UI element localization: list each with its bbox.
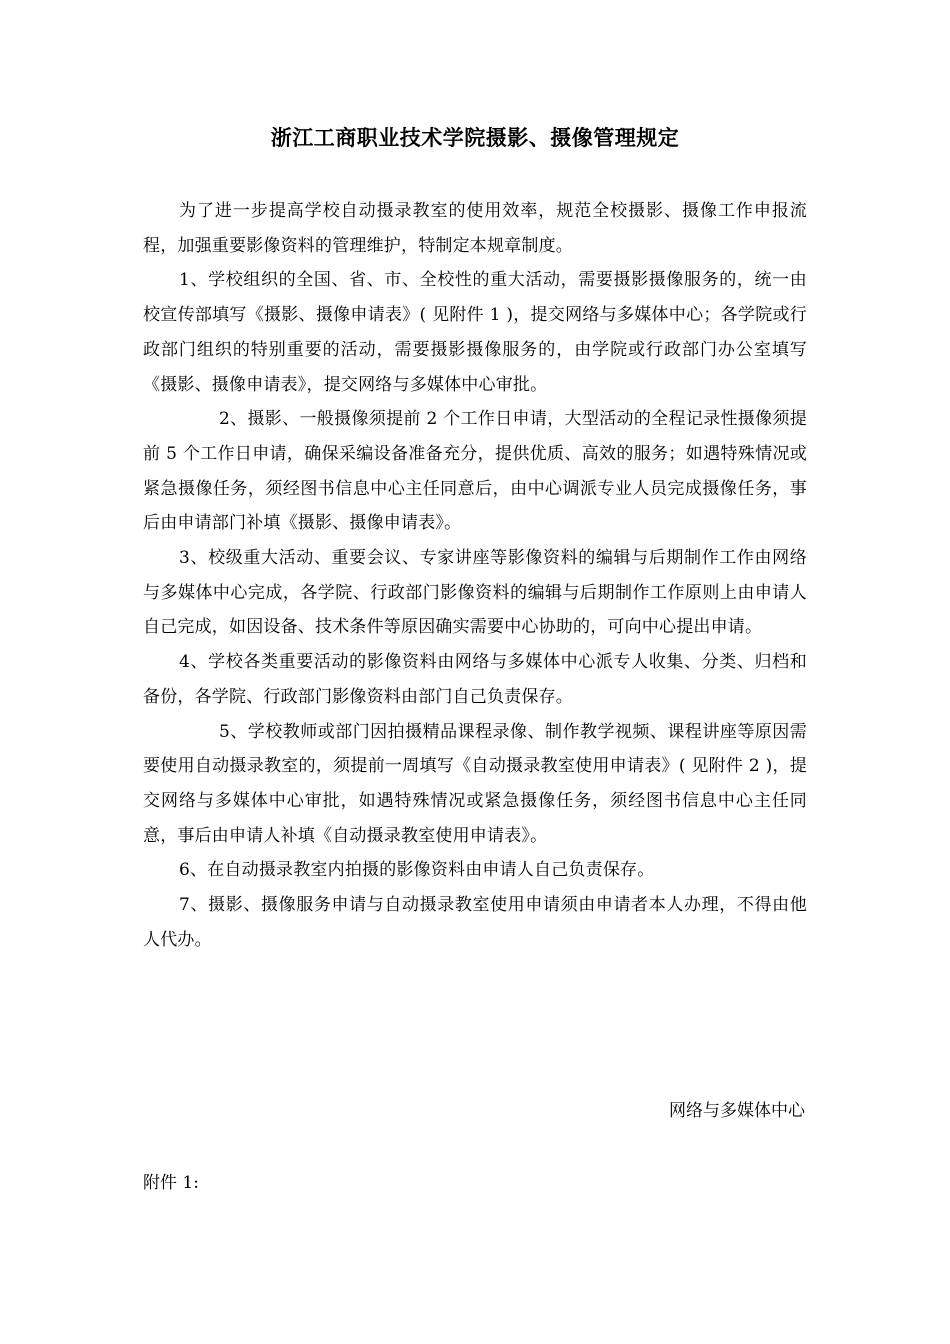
paragraph-item-4: 4、学校各类重要活动的影像资料由网络与多媒体中心派专人收集、分类、归档和备份，各学院、行政部门影像资料由部门自己负责保存。 (143, 652, 807, 707)
paragraph-item-7: 7、摄影、摄像服务申请与自动摄录教室使用申请须由申请者本人办理，不得由他人代办。 (143, 895, 807, 950)
document-body (143, 194, 807, 957)
paragraph-intro: 为了进一步提高学校自动摄录教室的使用效率，规范全校摄影、摄像工作申报流程，加强重要影像资料的管理维护，特制定本规章制度。 (143, 201, 807, 256)
signature: 网络与多媒体中心 (669, 1101, 805, 1121)
paragraph-item-5: 5、学校教师或部门因拍摄精品课程录像、制作教学视频、课程讲座等原因需要使用自动摄录教室的，须提前一周填写《自动摄录教室使用申请表》( 见附件 2 )，提交网络与多媒体中心审批，如遇特殊情况或紧急摄像任务，须经图书信息中心主任同意，事后由申请人补填《自动摄录教室使用申请表》。 (143, 721, 807, 846)
document-title: 浙江工商职业技术学院摄影、摄像管理规定 (270, 126, 680, 150)
attachment-label: 附件 1: (143, 1173, 199, 1193)
paragraph-item-3: 3、校级重大活动、重要会议、专家讲座等影像资料的编辑与后期制作工作由网络与多媒体中心完成，各学院、行政部门影像资料的编辑与后期制作工作原则上由申请人自己完成，如因设备、技术条件等原因确实需要中心协助的，可向中心提出申请。 (143, 548, 807, 638)
paragraph-item-2: 2、摄影、一般摄像须提前 2 个工作日申请，大型活动的全程记录性摄像须提前 5 个工作日申请，确保采编设备准备充分，提供优质、高效的服务；如遇特殊情况或紧急摄像任务，须经图书信息中心主任同意后，由中心调派专业人员完成摄像任务，事后由申请部门补填《摄影、摄像申请表》。 (143, 409, 807, 534)
paragraph-item-1: 1、学校组织的全国、省、市、全校性的重大活动，需要摄影摄像服务的，统一由校宣传部填写《摄影、摄像申请表》( 见附件 1 )，提交网络与多媒体中心；各学院或行政部门组织的特别重要的活动，需要摄影摄像服务的，由学院或行政部门办公室填写《摄影、摄像申请表》，提交网络与多媒体中心审批。 (143, 270, 807, 395)
paragraph-item-6: 6、在自动摄录教室内拍摄的影像资料由申请人自己负责保存。 (179, 860, 655, 881)
